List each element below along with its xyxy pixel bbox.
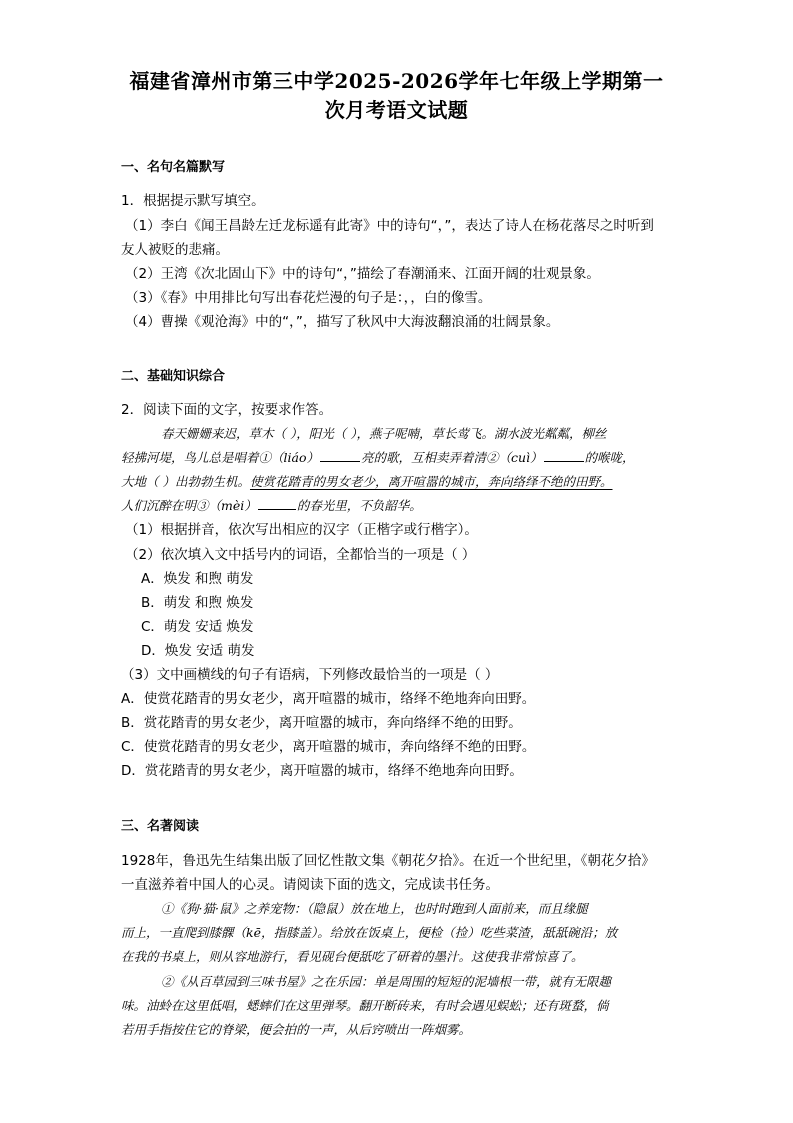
question-1-prompt: 1．根据提示默写填空。: [121, 193, 265, 209]
excerpt-2-line-3: 若用手指按住它的脊梁，便会拍的一声，从后窍喷出一阵烟雾。: [121, 1022, 472, 1037]
passage-line-4-b: 的春光里，不负韶华。: [296, 498, 422, 513]
sub-question-3-option-b: B．赏花踏青的男女老少，离开喧嚣的城市，奔向络绎不绝的田野。: [121, 715, 522, 731]
excerpt-1-line-3: 在我的书桌上，则从容地游行，看见砚台便舐吃了研着的墨汁。这使我非常惊喜了。: [121, 949, 584, 964]
question-1-item-1: （1）李白《闻王昌龄左迁龙标遥有此寄》中的诗句“，”，表达了诗人在杨花落尽之时听到: [125, 218, 654, 234]
question-2-prompt: 2．阅读下面的文字，按要求作答。: [121, 402, 333, 418]
underlined-sentence: 使赏花踏青的男女老少，离开喧嚣的城市，奔向络绎不绝的田野。: [249, 474, 613, 489]
blank-1: [320, 448, 360, 462]
passage-line-1: 春天姗姗来迟，草木（ ），阳光（ ），燕子呢喃，草长莺飞。湖水波光粼粼，柳丝: [161, 426, 607, 441]
page-title-line1: 福建省漳州市第三中学2025-2026学年七年级上学期第一: [129, 69, 664, 93]
sub-question-3-option-d: D．赏花踏青的男女老少，离开喧嚣的城市，络绎不绝地奔向田野。: [121, 763, 523, 779]
option-a: A．焕发 和煦 萌发: [141, 571, 254, 587]
page-title-line2: 次月考语文试题: [324, 98, 469, 122]
question-1-item-4: （4）曹操《观沧海》中的“，”，描写了秋风中大海波翻浪涌的壮阔景象。: [125, 314, 560, 330]
excerpt-1-line-1: ①《狗·猫·鼠》之养宠物：（隐鼠）放在地上，也时时跑到人面前来，而且缘腿: [161, 901, 588, 916]
passage-line-2-b: 亮的歌，互相卖弄着清②（cuì）: [360, 450, 543, 465]
passage-line-2-c: 的喉咙，: [584, 450, 635, 465]
excerpt-2-line-1: ②《从百草园到三味书屋》之在乐园：单是周围的短短的泥墙根一带，就有无限趣: [161, 974, 612, 989]
sub-question-1: （1）根据拼音，依次写出相应的汉字（正楷字或行楷字）。: [125, 522, 478, 538]
passage-line-2-a: 轻拂河堤，鸟儿总是唱着①（liáo）: [121, 450, 319, 465]
question-1-item-2: （2）王湾《次北固山下》中的诗句“，”描绘了春潮涌来、江面开阔的壮观景象。: [125, 266, 600, 282]
passage-line-3: [121, 472, 613, 492]
passage-line-2: [121, 448, 635, 468]
passage-line-3-a: 大地（ ）出勃勃生机。: [121, 474, 250, 489]
classics-intro-2: 一直滋养着中国人的心灵。请阅读下面的选文，完成读书任务。: [121, 877, 499, 893]
blank-3: [258, 496, 296, 510]
sub-question-3: （3）文中画横线的句子有语病，下列修改最恰当的一项是（ ）: [121, 667, 499, 683]
option-c: C．萌发 安适 焕发: [141, 619, 254, 635]
section-heading-poetry: 一、名句名篇默写: [121, 160, 226, 175]
section-heading-classics: 三、名著阅读: [121, 819, 200, 834]
option-d: D．焕发 安适 萌发: [141, 643, 255, 659]
section-heading-basics: 二、基础知识综合: [121, 369, 226, 384]
classics-intro-1: 1928年，鲁迅先生结集出版了回忆性散文集《朝花夕拾》。在近一个世纪里，《朝花夕拾》: [121, 853, 655, 869]
option-b: B．萌发 和煦 焕发: [141, 595, 254, 611]
passage-line-4-a: 人们沉醉在明③（mèi）: [121, 498, 257, 513]
sub-question-2: （2）依次填入文中括号内的词语，全都恰当的一项是（ ）: [125, 547, 476, 563]
sub-question-3-option-c: C．使赏花踏青的男女老少，离开喧嚣的城市，奔向络绎不绝的田野。: [121, 739, 536, 755]
excerpt-2-line-2: 味。油蛉在这里低唱，蟋蟀们在这里弹琴。翻开断砖来，有时会遇见蜈蚣；还有斑蝥，倘: [121, 998, 609, 1013]
question-1-item-3: （3）《春》中用排比句写出春花烂漫的句子是：，，白的像雪。: [125, 290, 492, 306]
excerpt-1-line-2: 而上，一直爬到膝髁（kē，指膝盖）。给放在饭桌上，便检（捡）吃些菜渣，舐舐碗沿；放: [121, 925, 618, 940]
passage-line-4: [121, 496, 422, 516]
blank-2: [544, 448, 584, 462]
sub-question-3-option-a: A．使赏花踏青的男女老少，离开喧嚣的城市，络绎不绝地奔向田野。: [121, 691, 536, 707]
question-1-item-1-cont: 友人被贬的悲痛。: [121, 242, 229, 258]
